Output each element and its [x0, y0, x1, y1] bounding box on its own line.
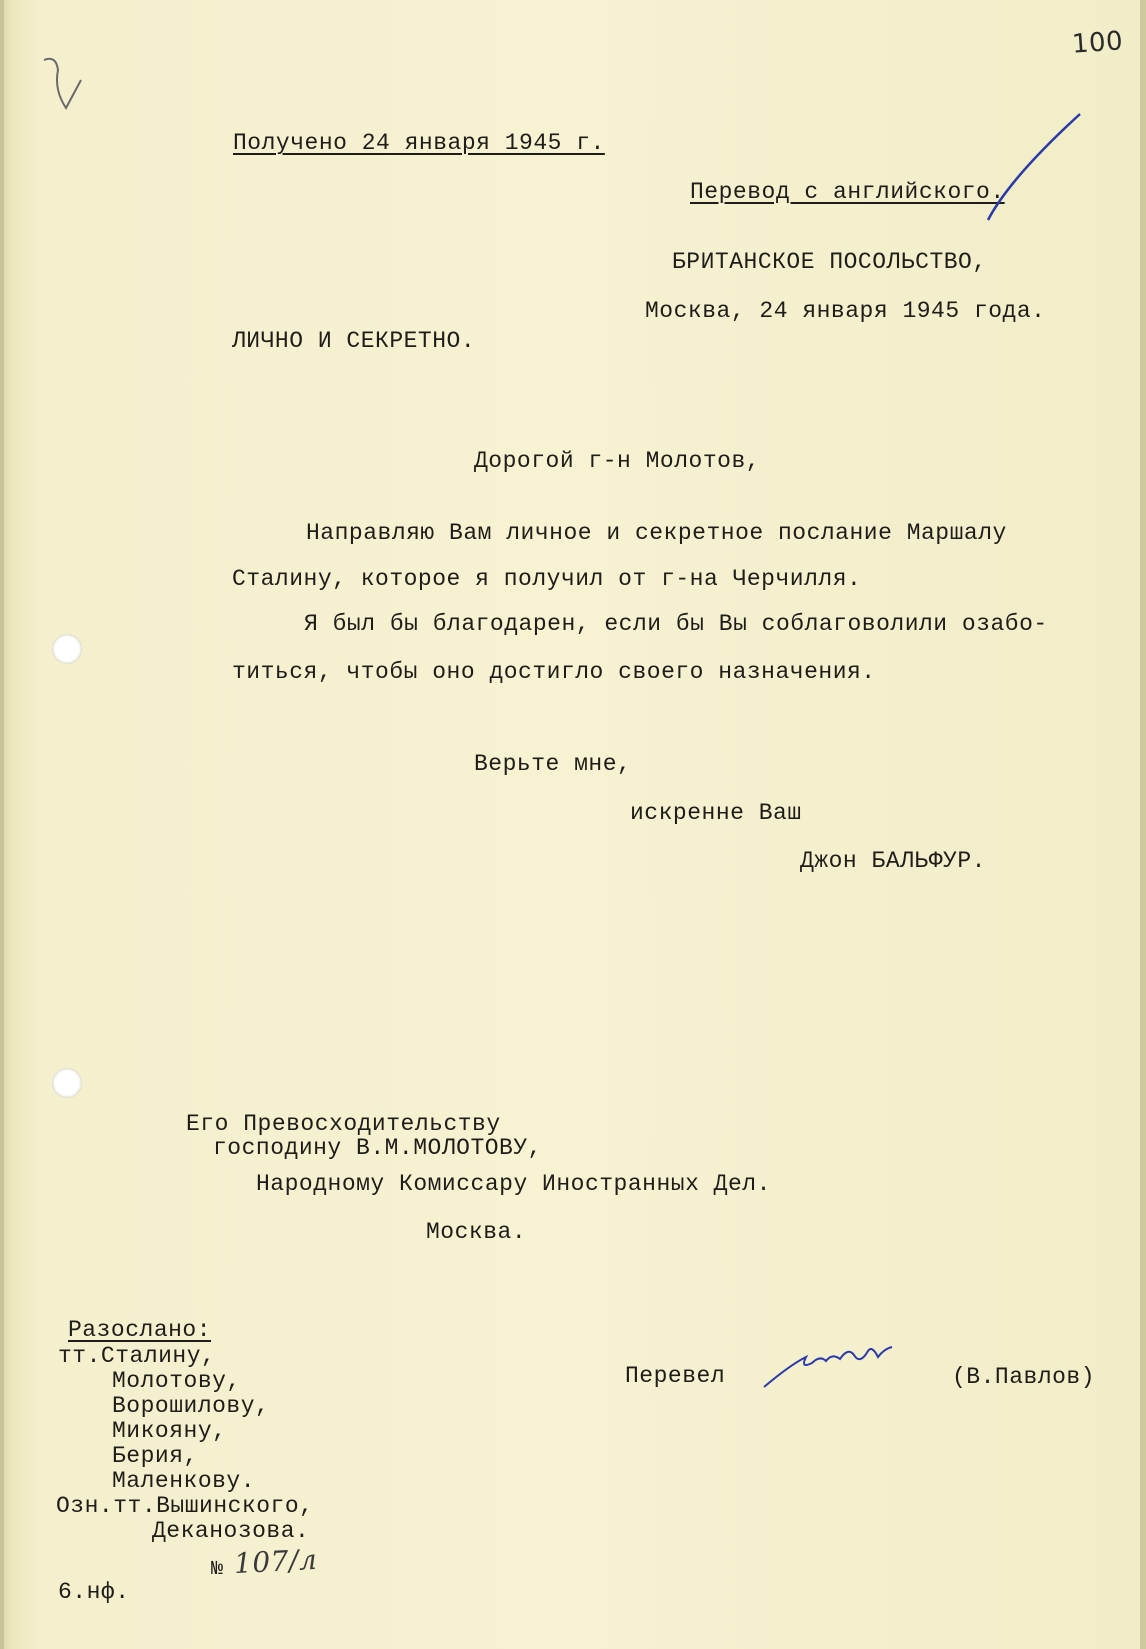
blue-pen-stroke — [980, 108, 1090, 228]
page-number: 100 — [1071, 26, 1125, 60]
address-line-3: Народному Комиссару Иностранных Дел. — [256, 1171, 771, 1197]
address-line-2: господину В.М.МОЛОТОВУ, — [213, 1135, 542, 1161]
distribution-recipient: Берия, — [112, 1443, 198, 1469]
acquainted-line-1: Озн.тт.Вышинского, — [56, 1493, 314, 1519]
body-line-2: Сталину, которое я получил от г-на Черчилля. — [232, 566, 862, 592]
closing-line-1: Верьте мне, — [474, 751, 632, 777]
punch-hole-bottom — [52, 1068, 82, 1098]
address-line-1: Его Превосходительству — [186, 1111, 501, 1137]
sender-organization: БРИТАНСКОЕ ПОСОЛЬСТВО, — [672, 249, 987, 275]
distribution-recipient: Микояну, — [112, 1418, 227, 1444]
distribution-recipient: Ворошилову, — [112, 1393, 270, 1419]
translator-name: (В.Павлов) — [952, 1364, 1096, 1390]
received-stamp: Получено 24 января 1945 г. — [233, 130, 605, 156]
paper-edge-right — [1140, 0, 1146, 1649]
registration-number: 107/л — [233, 1542, 318, 1581]
body-line-4: титься, чтобы оно достигло своего назначения. — [232, 659, 876, 685]
signature-name: Джон БАЛЬФУР. — [800, 848, 986, 874]
distribution-recipient: тт.Сталину, — [58, 1343, 216, 1369]
distribution-recipient: Молотову, — [112, 1368, 241, 1394]
closing-line-2: искренне Ваш — [630, 800, 802, 826]
classification: ЛИЧНО И СЕКРЕТНО. — [232, 328, 476, 354]
body-line-1: Направляю Вам личное и секретное послание Маршалу — [306, 520, 1007, 546]
body-line-3: Я был бы благодарен, если бы Вы соблаговолили озабо- — [304, 611, 1048, 637]
punch-hole-top — [52, 634, 82, 664]
translator-signature — [760, 1335, 900, 1395]
translation-note: Перевод с английского. — [690, 179, 1005, 205]
distribution-title: Разослано: — [68, 1317, 212, 1343]
place-and-date: Москва, 24 января 1945 года. — [645, 298, 1046, 324]
distribution-recipient: Маленкову. — [112, 1468, 256, 1494]
number-prefix: № — [211, 1558, 224, 1581]
paper-edge-left — [0, 0, 4, 1649]
salutation: Дорогой г-н Молотов, — [474, 448, 761, 474]
translator-label: Перевел — [625, 1363, 726, 1389]
acquainted-line-2: Деканозова. — [152, 1518, 310, 1544]
corner-pencil-mark — [36, 50, 86, 120]
copies-note: 6.нф. — [58, 1579, 130, 1605]
address-city: Москва. — [426, 1219, 527, 1245]
